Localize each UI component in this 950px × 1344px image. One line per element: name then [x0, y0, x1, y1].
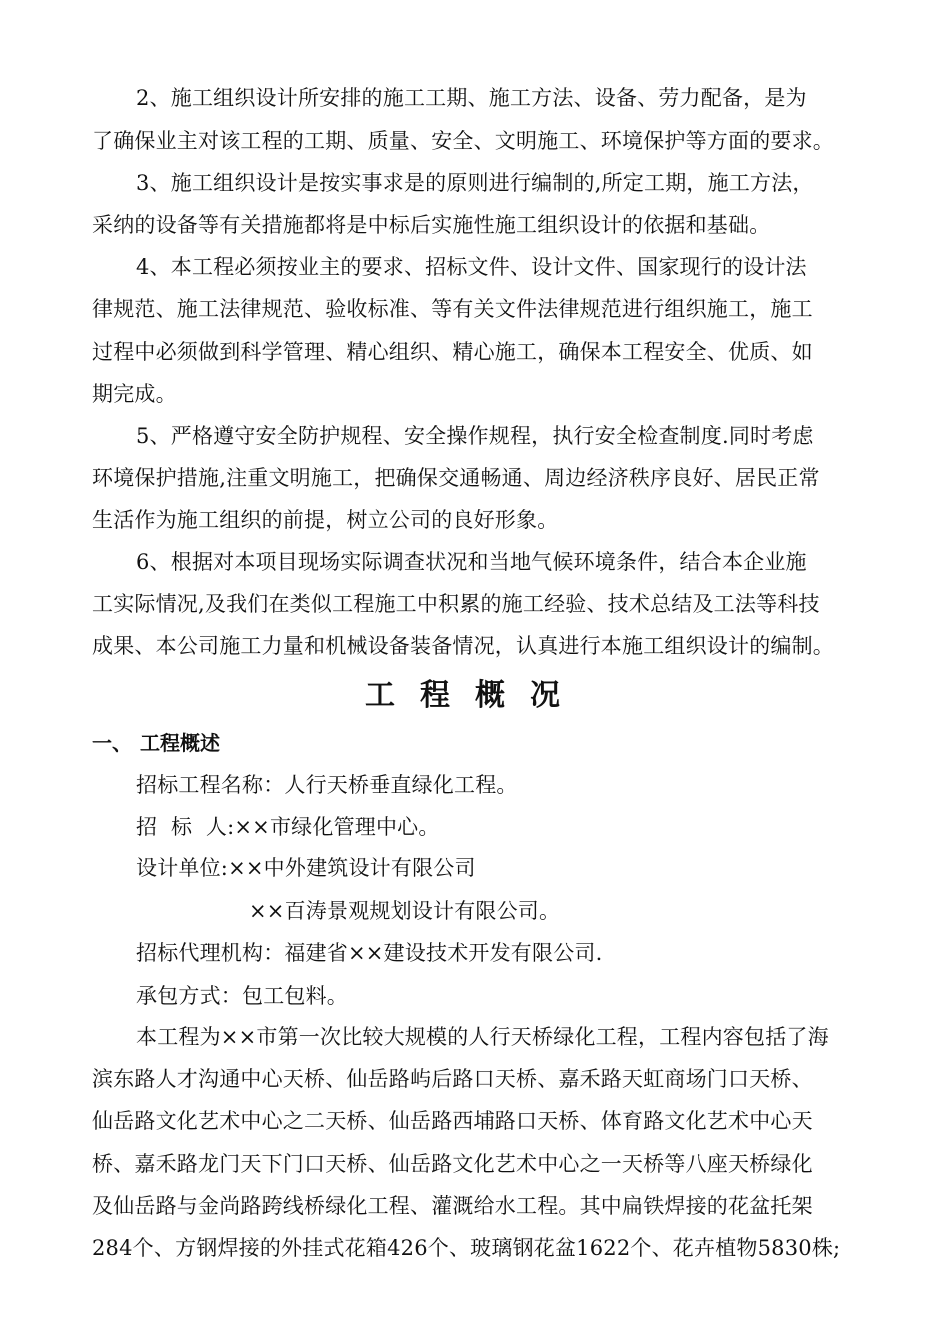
paragraph-5-line-2: 环境保护措施,注重文明施工，把确保交通畅通、周边经济秩序良好、居民正常 [92, 466, 820, 490]
design-unit: 设计单位:××中外建筑设计有限公司 [136, 856, 476, 880]
paragraph-6-line-1: 6、根据对本项目现场实际调查状况和当地气候环境条件，结合本企业施 [136, 550, 807, 574]
paragraph-4-line-1: 4、本工程必须按业主的要求、招标文件、设计文件、国家现行的设计法 [136, 255, 807, 279]
body-line-2: 滨东路人才沟通中心天桥、仙岳路屿后路口天桥、嘉禾路天虹商场门口天桥、 [92, 1067, 813, 1091]
paragraph-3-line-2: 采纳的设备等有关措施都将是中标后实施性施工组织设计的依据和基础。 [92, 213, 771, 237]
body-line-4: 桥、嘉禾路龙门天下门口天桥、仙岳路文化艺术中心之一天桥等八座天桥绿化 [92, 1152, 813, 1176]
design-unit-2: ××百涛景观规划设计有限公司。 [249, 899, 561, 923]
paragraph-5-line-3: 生活作为施工组织的前提，树立公司的良好形象。 [92, 508, 559, 532]
paragraph-2-line-1: 2、施工组织设计所安排的施工工期、施工方法、设备、劳力配备，是为 [136, 86, 807, 110]
paragraph-6-line-2: 工实际情况,及我们在类似工程施工中积累的施工经验、技术总结及工法等科技 [92, 592, 820, 616]
section-number: 一、 [92, 731, 132, 755]
paragraph-3-line-1: 3、施工组织设计是按实事求是的原则进行编制的,所定工期，施工方法， [136, 171, 814, 195]
body-line-3: 仙岳路文化艺术中心之二天桥、仙岳路西埔路口天桥、体育路文化艺术中心天 [92, 1109, 813, 1133]
tenderer: 招 标 人:××市绿化管理中心。 [136, 815, 440, 839]
tender-agency: 招标代理机构：福建省××建设技术开发有限公司. [136, 941, 603, 965]
section-heading [92, 728, 220, 758]
paragraph-2-line-2: 了确保业主对该工程的工期、质量、安全、文明施工、环境保护等方面的要求。 [92, 129, 834, 153]
body-line-5: 及仙岳路与金尚路跨线桥绿化工程、灌溉给水工程。其中扁铁焊接的花盆托架 [92, 1194, 813, 1218]
chapter-heading: 工程概况 [365, 678, 585, 713]
paragraph-4-line-3: 过程中必须做到科学管理、精心组织、精心施工，确保本工程安全、优质、如 [92, 340, 813, 364]
project-name: 招标工程名称：人行天桥垂直绿化工程。 [136, 773, 518, 797]
contract-mode: 承包方式：包工包料。 [136, 984, 348, 1008]
paragraph-6-line-3: 成果、本公司施工力量和机械设备装备情况，认真进行本施工组织设计的编制。 [92, 634, 834, 658]
paragraph-4-line-2: 律规范、施工法律规范、验收标准、等有关文件法律规范进行组织施工，施工 [92, 297, 813, 321]
paragraph-5-line-1: 5、严格遵守安全防护规程、安全操作规程，执行安全检查制度.同时考虑 [136, 424, 814, 448]
body-line-6: 284个、方钢焊接的外挂式花箱426个、玻璃钢花盆1622个、花卉植物5830株; [92, 1236, 841, 1260]
section-title: 工程概述 [140, 731, 220, 755]
body-line-1: 本工程为××市第一次比较大规模的人行天桥绿化工程，工程内容包括了海 [136, 1025, 829, 1049]
paragraph-4-line-4: 期完成。 [92, 382, 177, 406]
